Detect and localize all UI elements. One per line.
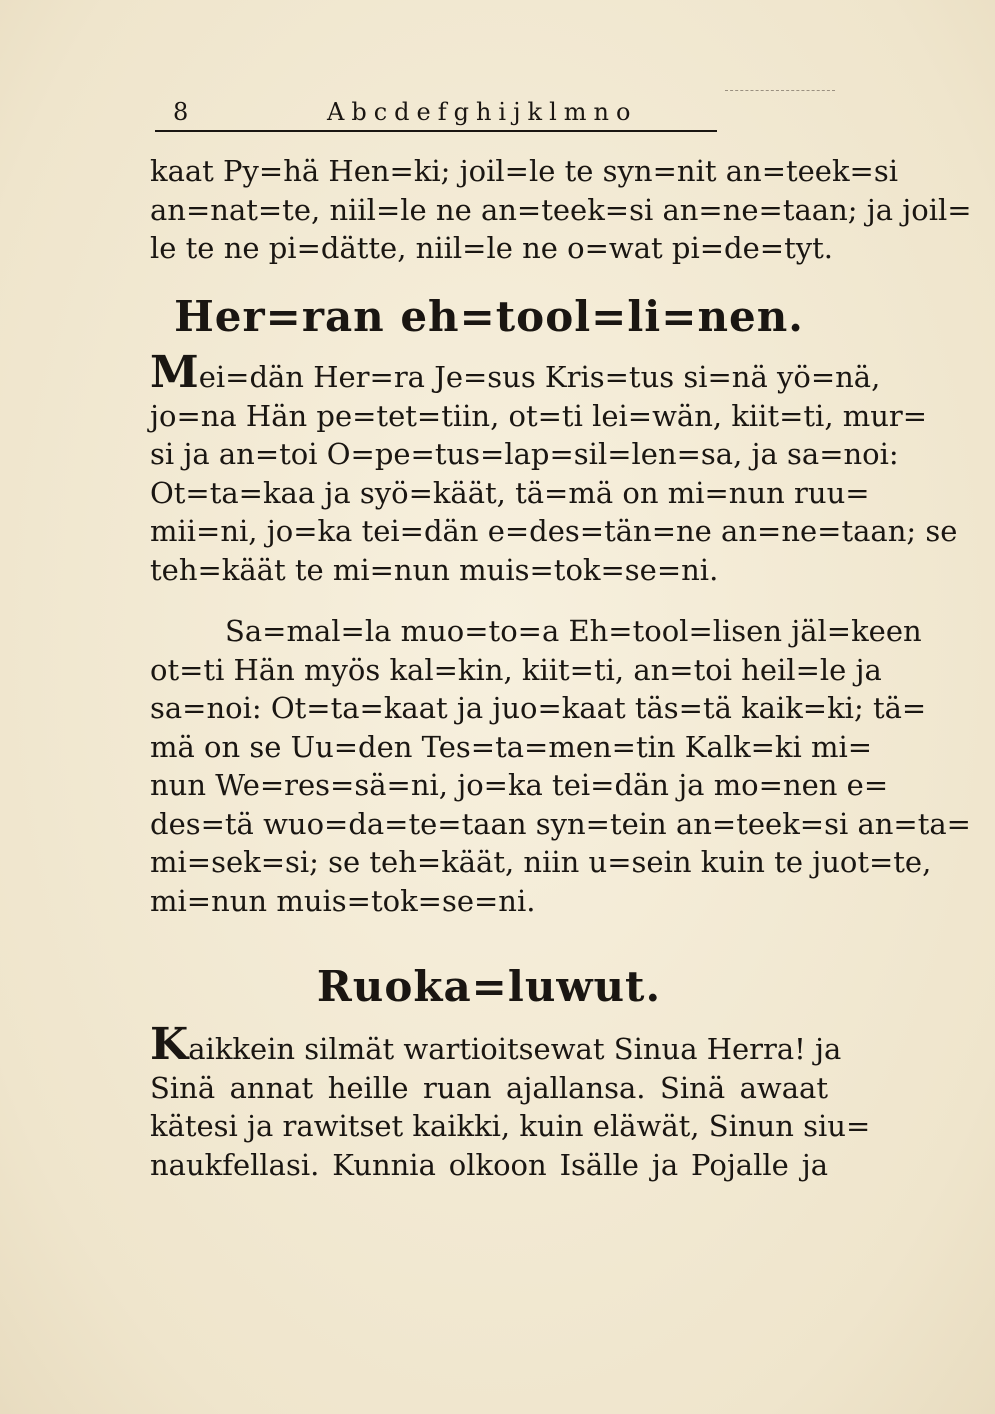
drop-cap: K: [150, 1019, 189, 1070]
text-line: mii=ni, jo=ka tei=dän e=des=tän=ne an=ne=taan; se: [150, 514, 958, 548]
text-line: sa=noi: Ot=ta=kaat ja juo=kaat täs=tä kaik=ki; tä=: [150, 691, 927, 725]
text-line: teh=käät te mi=nun muis=tok=se=ni.: [150, 552, 719, 587]
header-alphabet: Abcdefghijklmno: [327, 98, 638, 126]
text-line: Sinä annat heille ruan ajallansa. Sinä awaat: [150, 1070, 828, 1105]
text-line: ot=ti Hän myös kal=kin, kiit=ti, an=toi heil=le ja: [150, 652, 882, 687]
paragraph-communion: [150, 347, 958, 589]
text-line: mi=sek=si; se teh=käät, niin u=sein kuin te juot=te,: [150, 845, 932, 879]
text-line: Ot=ta=kaa ja syö=käät, tä=mä on mi=nun ruu=: [150, 475, 870, 510]
paragraph-prayer-end: [150, 152, 972, 268]
text-line: kätesi ja rawitset kaikki, kuin eläwät, Sinun siu=: [150, 1109, 871, 1143]
faint-rule: [725, 90, 835, 91]
text-line: le te ne pi=dätte, niil=le ne o=wat pi=de=tyt.: [150, 231, 833, 265]
page-number: 8: [173, 98, 189, 126]
page-header: [155, 96, 717, 132]
paragraph-meal-prayer: [150, 1019, 871, 1184]
text-line: des=tä wuo=da=te=taan syn=tein an=teek=si an=ta=: [150, 806, 971, 841]
text-line: si ja an=toi O=pe=tus=lap=sil=len=sa, ja sa=noi:: [150, 437, 899, 471]
text-line: Sa=mal=la muo=to=a Eh=tool=lisen jäl=keen: [225, 614, 922, 648]
text-line: jo=na Hän pe=tet=tiin, ot=ti lei=wän, kiit=ti, mur=: [150, 398, 928, 433]
text-line: kaat Py=hä Hen=ki; joil=le te syn=nit an=teek=si: [150, 154, 898, 188]
section-heading-communion: Her=ran eh=tool=li=nen.: [174, 292, 804, 341]
text-line-rest: ei=dän Her=ra Je=sus Kris=tus si=nä yö=nä,: [198, 360, 881, 394]
text-line: mi=nun muis=tok=se=ni.: [150, 883, 536, 918]
text-line: an=nat=te, niil=le ne an=teek=si an=ne=taan; ja joil=: [150, 192, 972, 227]
text-line: [150, 1019, 842, 1070]
paragraph-cup: [150, 612, 971, 920]
text-line: [150, 347, 881, 398]
text-line: naukfellasi. Kunnia olkoon Isälle ja Pojalle ja: [150, 1147, 828, 1182]
text-line: nun We=res=sä=ni, jo=ka tei=dän ja mo=nen e=: [150, 768, 889, 802]
text-line: mä on se Uu=den Tes=ta=men=tin Kalk=ki mi=: [150, 729, 873, 764]
section-heading-meal-readings: Ruoka=luwut.: [316, 962, 662, 1011]
drop-cap: M: [150, 347, 199, 398]
text-line-rest: aikkein silmät wartioitsewat Sinua Herra! ja: [188, 1032, 842, 1066]
